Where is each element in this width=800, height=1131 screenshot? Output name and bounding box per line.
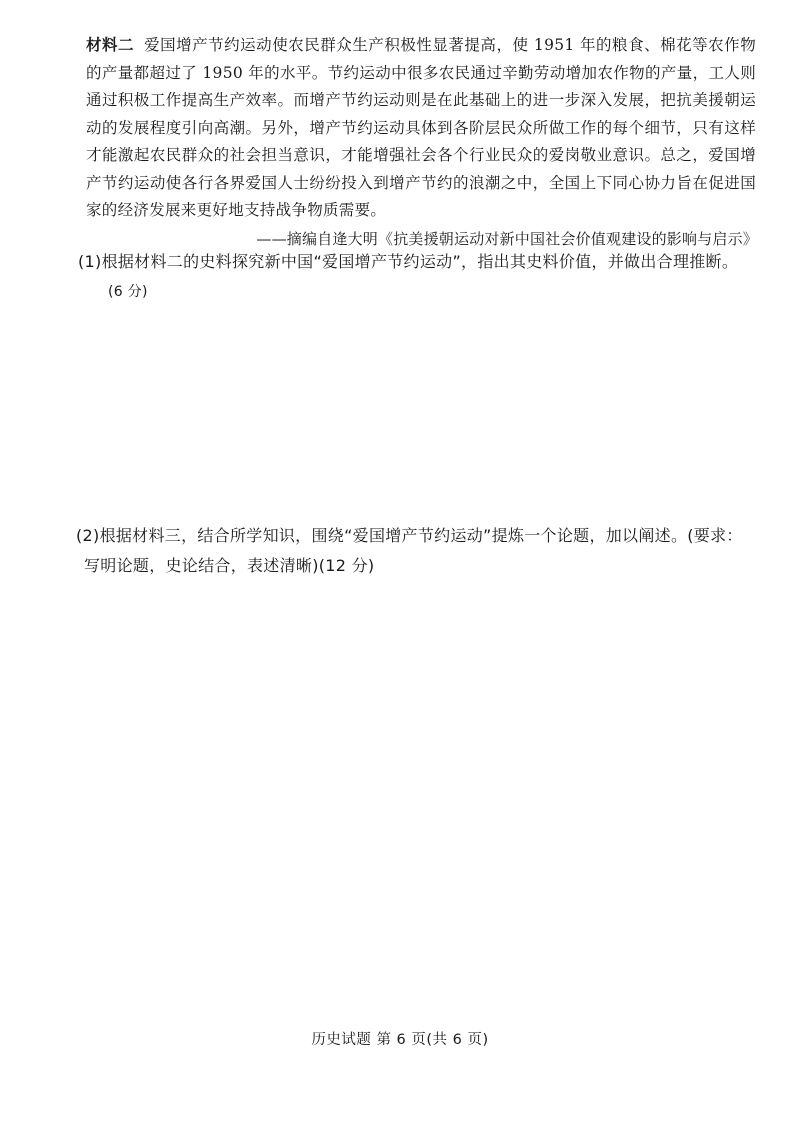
question-1 xyxy=(78,247,768,307)
material-source: ——摘编自逄大明《抗美援朝运动对新中国社会价值观建设的影响与启示》 xyxy=(256,230,758,248)
material-passage xyxy=(86,32,756,225)
question-1-text: (1)根据材料二的史料探究新中国“爱国增产节约运动”，指出其史料价值，并做出合理推断。 xyxy=(78,252,739,271)
question-2-text-line1: (2)根据材料三，结合所学知识，围绕“爱国增产节约运动”提炼一个论题，加以阐述。(要求： xyxy=(76,526,743,545)
question-2 xyxy=(76,521,776,581)
answer-area-1[interactable] xyxy=(78,310,758,510)
question-1-points: (6 分) xyxy=(108,284,148,300)
page-footer: 历史试题 第 6 页(共 6 页) xyxy=(311,1032,489,1048)
question-2-text-line2: 写明论题，史论结合，表述清晰)(12 分) xyxy=(84,556,375,575)
material-label: 材料二 xyxy=(86,36,135,54)
answer-area-2[interactable] xyxy=(78,590,758,1010)
material-text: 爱国增产节约运动使农民群众生产积极性显著提高，使 1951 年的粮食、棉花等农作物的产量都超过了 1950 年的水平。节约运动中很多农民通过辛勤劳动增加农作物的产量，工人则通过积极工作提高生产效率。而增产节约运动则是在此基础上的进一步深入发展，把抗美援朝运动的发展程度引向高潮。另外，增产节约运动具体到各阶层民众所做工作的每个细节，只有这样才能激起农民群众的社会担当意识，才能增强社会各个行业民众的爱岗敬业意识。总之，爱国增产节约运动使各行各界爱国人士纷纷投入到增产节约的浪潮之中，全国上下同心协力旨在促进国家的经济发展来更好地支持战争物质需要。 xyxy=(86,36,756,219)
